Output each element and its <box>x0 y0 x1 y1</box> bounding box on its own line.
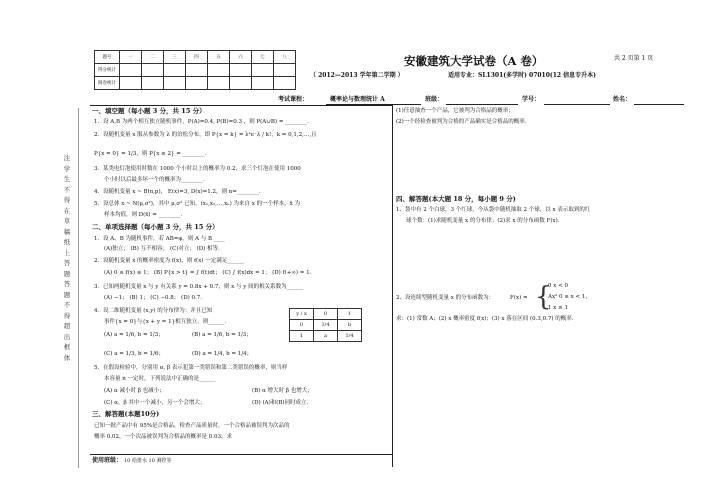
matrix-cell: 1/4 <box>338 331 362 342</box>
score-header: 一 <box>120 51 142 64</box>
name-underline <box>634 104 684 105</box>
side-char: 答 <box>63 280 71 288</box>
class-underline <box>446 104 518 105</box>
score-cell <box>120 77 142 90</box>
choice-q4-option-a: (A) a = 1/6, b = 1/3； <box>104 332 164 338</box>
choice-q4-stem: 4．设二维随机变量 (x,y) 的分布律为：并且已知 <box>94 308 213 314</box>
answer-sub-1: (1)任意抽查一个产品，它被判为合格品的概率； <box>396 108 514 114</box>
score-cell <box>142 77 164 90</box>
matrix-y-label: y <box>296 311 300 317</box>
score-cell <box>164 64 186 77</box>
side-char: 草 <box>63 217 71 225</box>
score-cell <box>142 64 164 77</box>
side-char: 稿 <box>63 227 71 236</box>
column-divider <box>392 105 393 467</box>
matrix-col-header: 0 <box>314 309 338 320</box>
matrix-row-header: 1 <box>290 331 314 342</box>
exam-title: 安徽建筑大学试卷（A 卷） <box>404 54 544 68</box>
choice-q1-stem: 1．设 A、B 为随机事件，若 AB=φ，则 A 与 B ____ <box>94 236 225 242</box>
score-header: 题号 <box>95 51 120 64</box>
bottom-rule <box>90 454 392 455</box>
problem-2-case-1: 0 x < 0 <box>548 283 568 289</box>
score-table <box>94 50 296 90</box>
section-4-title: 四、解答题(本大题 18 分，每小题 9 分) <box>396 195 516 203</box>
score-cell <box>252 64 274 77</box>
side-char: 生 <box>63 175 71 183</box>
matrix-corner: y / x <box>290 309 314 320</box>
section-3-title: 三、解答题(本题10分) <box>92 410 160 418</box>
problem-1-line2: 球个数：(1)求随机变量 x 的分布律；(2)求 x 的分布函数 F(x). <box>406 218 560 224</box>
fill-q2-line2: P{x = 0} = 1/3，则 P{x ≥ 2} = ________. <box>94 151 207 157</box>
choice-q4-option-b: (B) a = 1/6, b = 1/3； <box>192 332 252 338</box>
student-id-label: 学号： <box>522 96 541 103</box>
side-char: 框 <box>63 343 71 351</box>
choice-q4-option-d: (D) a = 1/4, b = 1/4； <box>192 351 253 357</box>
side-char: 不 <box>63 301 71 309</box>
side-char: 超 <box>63 322 71 330</box>
fill-q3-line1: 3．某类电灯泡使用时数在 1000 个小时以上的概率为 0.2，求三个灯泡在使用 1000 <box>94 166 301 172</box>
answer-sub-2: (2)一个经检查被判为合格的产品确实是合格品的概率. <box>396 119 527 125</box>
choice-q2-stem: 2．设随机变量 x 的概率密度为 f(x)，则 f(x) 一定满足______ <box>94 258 244 264</box>
side-char: 得 <box>63 311 71 320</box>
score-header: 五 <box>208 51 230 64</box>
score-cell <box>274 64 296 77</box>
choice-q4-condition: 事件{x = 0}与{x + y = 1}相互独立，则______. <box>104 319 227 325</box>
problem-1-line1: 1、袋中有 2 个白球，3 个红球，今从袋中随机抽取 2 个球，以 x 表示取到的红 <box>396 207 591 213</box>
side-char: 题 <box>63 290 71 299</box>
side-char: 题 <box>63 269 71 278</box>
problem-2-questions: 求：(1) 常数 A；(2) x 概率密度 f(x)；(3) x 落在区间 (0.3,0.7) 的概率. <box>396 316 574 322</box>
matrix-col-header: 1 <box>338 309 362 320</box>
score-header: 六 <box>230 51 252 64</box>
course-name: 概率论与数理统计 A <box>330 96 385 103</box>
fill-q5-line1: 5．设总体 x ~ N(μ,σ²)，其中 μ,σ² 已知，(x₁,x₂,…,xₙ) 为来自 x 的一个样本，x̄ 为 <box>94 201 300 207</box>
side-char: 纸 <box>63 238 71 246</box>
side-char: 体 <box>63 353 71 362</box>
matrix-cell: 1/4 <box>314 320 338 331</box>
applicable-major: 适用专业：SL1301(多学时) 07010(12 信息专升本) <box>448 72 597 79</box>
answer-q-line2: 概率 0.02，一个次品被误判为合格品的概率是 0.03，求 <box>94 434 232 440</box>
side-char: 得 <box>63 196 71 204</box>
section-2-title: 二、单项选择题（每小题 3 分，共 15 分） <box>92 223 219 231</box>
score-row-label: 得分统计 <box>95 64 120 77</box>
choice-q5-option-a: (A) α 减小时 β 也减小； <box>104 388 165 394</box>
score-cell <box>186 77 208 90</box>
score-header: 七 <box>252 51 274 64</box>
joint-distribution-table <box>289 308 362 342</box>
score-cell <box>208 64 230 77</box>
choice-q5-option-b: (B) α 增大时 β 也增大； <box>252 388 313 394</box>
choice-q3-options: (A) −1； (B) 1； (C) −0.8； (D) 0.7． <box>104 295 206 301</box>
choice-q5-line2: 本容量 n 一定时，下列说法中正确的是______ <box>104 376 216 382</box>
score-cell <box>230 64 252 77</box>
course-label: 考试课程： <box>278 96 309 103</box>
matrix-cell: a <box>314 331 338 342</box>
problem-2-function-label: F(x) = <box>510 295 528 301</box>
score-cell <box>120 64 142 77</box>
score-row-label: 阅卷统计 <box>95 77 120 90</box>
score-cell <box>208 77 230 90</box>
fill-q1: 1．设 A,B 为两个相互独立随机事件，P(A)=0.4, P(B)=0.3 ，则 P(A∪B) = ________. <box>94 119 309 125</box>
matrix-cell: b <box>338 320 362 331</box>
fill-q5-line2: 样本均值，则 D(x̄) = ________. <box>104 212 183 218</box>
score-cell <box>230 77 252 90</box>
id-underline <box>544 104 610 105</box>
footer-class-label: 使用班级： <box>92 457 123 464</box>
fill-q2-line1: 2．设随机变量 x 服从参数为 λ 的泊松分布，即 P{x = k} = λᵏe⁻λ / k!，k = 0,1,2,…,且 <box>94 132 317 138</box>
side-notice <box>62 153 72 363</box>
class-label: 班级： <box>425 96 444 103</box>
problem-2-case-2: Ax² 0 ≤ x < 1， <box>548 294 591 300</box>
problem-2-stem: 2、设连续型随机变量 x 的分布函数为： <box>396 295 495 301</box>
score-cell <box>186 64 208 77</box>
side-char: 上 <box>63 248 71 257</box>
score-cell <box>274 77 296 90</box>
footer-class-value: 10 给排水 10 测控等 <box>124 458 172 464</box>
problem-2-case-3: 1 x ≥ 1 <box>548 305 568 311</box>
side-char: 出 <box>63 332 71 341</box>
choice-q1-options: (A)独立； (B) 互不相容； (C)对立； (D) 相等. <box>104 246 220 252</box>
score-cell <box>252 77 274 90</box>
section-1-title: 一、填空题（每小题 3 分，共 15 分） <box>92 107 206 115</box>
top-rule-left <box>90 105 392 106</box>
choice-q4-option-c: (C) a = 1/3, b = 1/6； <box>104 351 164 357</box>
score-header: 二 <box>142 51 164 64</box>
piecewise-brace: { <box>535 282 552 312</box>
fill-q4: 4．设随机变量 x ~ B(n,p)， E(x)=3, D(x)=1.2，则 n=________. <box>94 189 261 195</box>
choice-q5-option-c: (C) α，β 其中一个减小，另一个会增大； <box>104 400 206 406</box>
matrix-row-header: 0 <box>290 320 314 331</box>
score-header: 八 <box>274 51 296 64</box>
term: （ 2012—2013 学年第二学期 ） <box>310 72 404 79</box>
choice-q5-option-d: (D) (A)和(B)同时成立. <box>252 400 309 406</box>
choice-q2-options: (A) 0 ≤ f(x) ≤ 1； (B) P{x > t} = ∫ f(t)dt； (C) ∫ f(x)dx = 1； (D) f(+∞) = 1. <box>104 270 312 276</box>
choice-q5-line1: 5．在假设检验中，分别用 α, β 表示犯第一类错误和第二类错误的概率，则当样 <box>94 365 288 371</box>
matrix-x-label: x <box>303 311 307 317</box>
name-label: 姓名： <box>613 96 632 103</box>
score-header: 四 <box>186 51 208 64</box>
side-char: 在 <box>63 206 71 215</box>
side-char: 学 <box>63 164 71 173</box>
side-char: 答 <box>63 259 71 267</box>
score-header: 三 <box>164 51 186 64</box>
fill-q3-line2: 个小时以后最多坏一个的概率为________. <box>104 177 205 183</box>
page-count: 共 2 页第 1 页 <box>614 55 654 62</box>
binding-line <box>78 108 79 468</box>
side-char: 不 <box>63 185 71 194</box>
answer-q-line1: 已知一批产品中有 95%是合格品，检查产品质量时，一个合格品被误判为次品的 <box>94 423 290 429</box>
choice-q3-stem: 3．已知两随机变量 x 与 y 有关系 y = 0.8x + 0.7，则 x 与 y 间的相关系数为______ <box>94 284 304 290</box>
side-char: 注 <box>63 154 71 162</box>
score-cell <box>164 77 186 90</box>
